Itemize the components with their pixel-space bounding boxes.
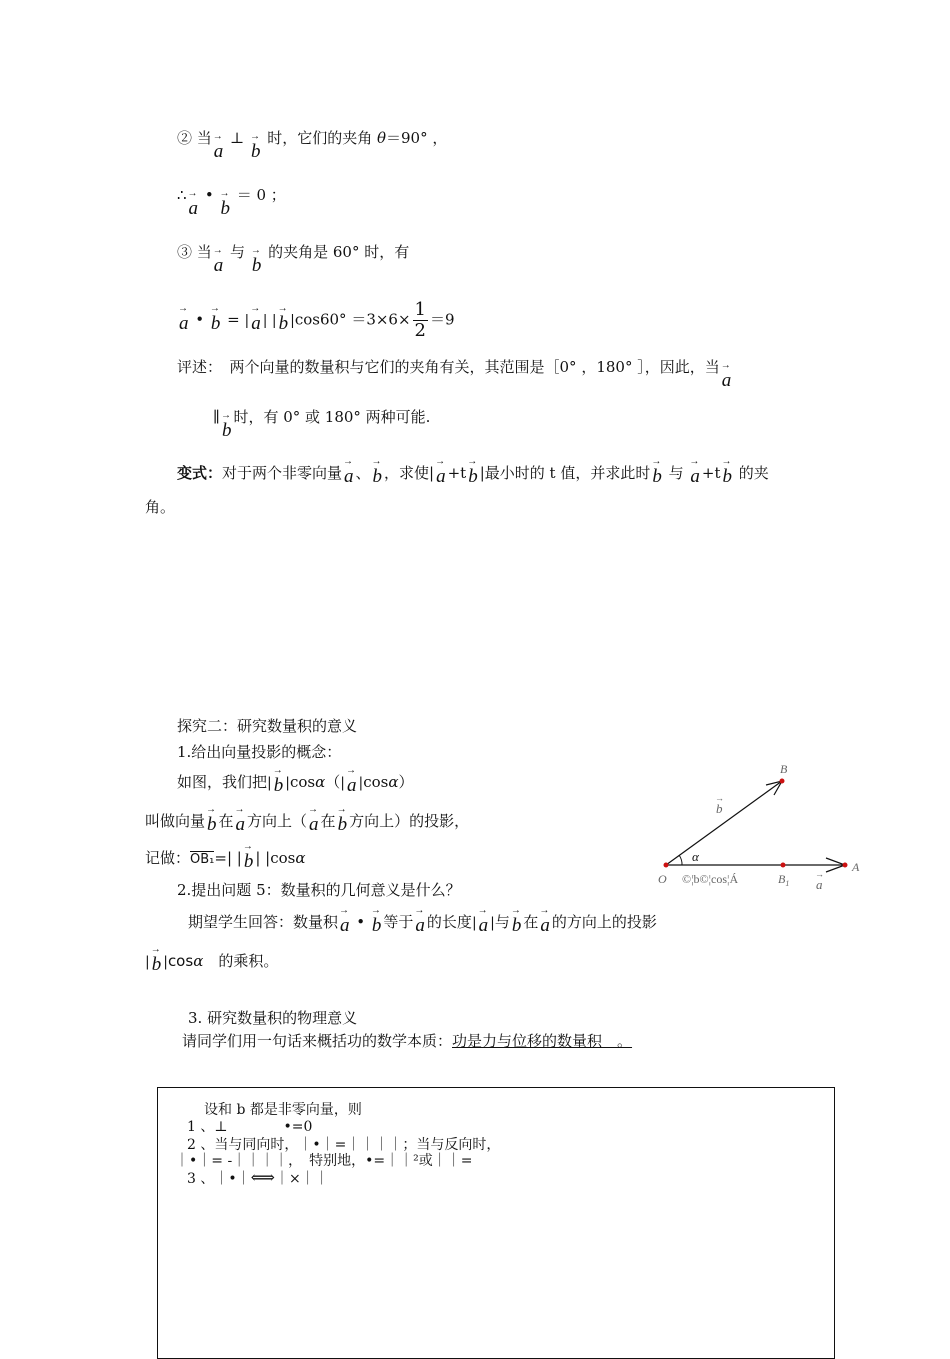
projection-figure <box>640 755 880 895</box>
text: 与 <box>663 464 689 482</box>
para-projection-def <box>145 814 469 834</box>
text: 期望学生回答：数量积 <box>188 913 339 931</box>
text: 记做： <box>145 849 191 867</box>
abs-bar: | <box>285 775 290 791</box>
abs-bar: | <box>358 775 364 791</box>
cos: cos <box>289 773 316 791</box>
vector-b: → b <box>250 256 264 275</box>
item-1: 1.给出向量投影的概念： <box>177 743 342 761</box>
equals: = <box>222 310 245 329</box>
vector-a: → a <box>307 815 321 834</box>
vector-b-line <box>666 781 782 865</box>
vector-b: → b <box>249 142 263 161</box>
text: ③ 当 <box>177 243 212 261</box>
text: 的夹角是 60° 时，有 <box>263 243 410 261</box>
text: 的夹 <box>734 464 769 482</box>
vector-a: → a <box>538 916 552 935</box>
para-perp-case <box>177 131 447 161</box>
abs-bar: | | <box>255 849 271 867</box>
box-row-2: 1 、⊥ •=0 <box>187 1119 313 1135</box>
vector-a: → a <box>212 256 226 275</box>
text: 与 <box>494 913 510 931</box>
box-row-5 <box>187 1170 329 1187</box>
box-row-4: ｜•｜= -｜｜｜｜， 特别地，•=｜｜²或｜｜= <box>175 1153 473 1169</box>
para-notation <box>145 851 306 871</box>
text: 请同学们用一句话来概括功的数学本质： <box>182 1032 453 1050</box>
para-60deg <box>177 245 409 275</box>
vector-b: → b <box>371 467 385 486</box>
text: 等于 <box>383 913 414 931</box>
text: ② 当 <box>177 129 212 147</box>
therefore-symbol: ∴ <box>177 186 187 204</box>
text: 如图，我们把 <box>177 773 268 791</box>
label-vector-a: a <box>816 877 823 892</box>
label-b: B <box>780 762 788 776</box>
text: 的长度 <box>426 913 472 931</box>
text: 3 、｜•｜ <box>187 1171 251 1187</box>
vector-b: → b <box>220 421 234 440</box>
text: ＝ 0 ； <box>231 186 286 204</box>
abs-bar: | <box>471 915 477 931</box>
section-title: 探究二：研究数量积的意义 <box>177 717 358 735</box>
text: ｜×｜｜ <box>275 1171 329 1187</box>
text: ，求使| <box>384 464 435 482</box>
cos: cos <box>363 773 389 791</box>
alpha: α <box>315 773 326 791</box>
vector-a: → a <box>234 815 248 834</box>
vector-a: → a <box>413 916 427 935</box>
label-b1: $B_1$ <box>778 872 790 888</box>
dot-symbol: • <box>190 310 209 329</box>
vector-a: → a <box>342 467 356 486</box>
abs-bar: | <box>244 312 250 329</box>
vector-b: → b <box>277 314 291 333</box>
item-2: 2.提出问题 5：数量积的几何意义是什么？ <box>177 881 461 899</box>
label-garbled: ©¦b©¦cos¦Á <box>682 872 739 886</box>
vector-b: → b <box>150 955 164 974</box>
denominator: 2 <box>414 320 426 341</box>
alpha: α <box>193 952 204 970</box>
formula-dot-product <box>177 300 455 341</box>
alpha: α <box>295 849 306 867</box>
para-figure-intro <box>177 775 413 795</box>
vector-b: → b <box>370 916 384 935</box>
perp-symbol: ⊥ <box>225 129 249 147</box>
vector-b: → b <box>218 199 232 218</box>
point-b <box>780 779 785 784</box>
label-a: A <box>852 860 860 874</box>
text: 的乘积。 <box>203 952 279 970</box>
abs-bar: | | <box>262 312 277 329</box>
text: 方向上）的投影， <box>349 812 470 830</box>
summary-box <box>157 1087 835 1359</box>
parallel-symbol: ∥ <box>213 408 220 426</box>
variant-label: 变式： <box>177 464 223 482</box>
text: 评述： 两个向量的数量积与它们的夹角有关，其范围是［0° ，180° ］，因此，当 <box>177 358 720 376</box>
vector-a: → a <box>177 314 191 333</box>
label-o: O <box>658 872 667 886</box>
angle-arc <box>679 855 682 865</box>
vector-a: → a <box>720 371 734 390</box>
text: ＝90° ， <box>386 129 448 147</box>
vector-b: → b <box>466 467 480 486</box>
para-comment <box>177 360 733 390</box>
text: +t <box>701 464 721 482</box>
para-expected-answer <box>188 915 657 935</box>
text: 在 <box>218 812 234 830</box>
text: ） <box>398 773 414 791</box>
text: 、 <box>355 464 371 482</box>
vector-a: → a <box>212 142 226 161</box>
vector-b: → b <box>205 815 219 834</box>
abs-bar: | <box>145 954 150 970</box>
answer-underlined: 功是力与位移的数量积 。 <box>452 1032 633 1050</box>
abs-bar: | <box>340 775 345 791</box>
text: =| | <box>214 849 242 867</box>
vector-a: → a <box>434 467 448 486</box>
text: （ <box>325 773 341 791</box>
para-therefore <box>177 188 286 218</box>
dot-symbol: • <box>351 913 370 931</box>
point-b1 <box>781 863 786 868</box>
text: ＝9 <box>430 310 455 329</box>
arrow-mark-b: → <box>715 793 724 803</box>
label-alpha: α <box>692 849 699 864</box>
text: 与 <box>225 243 250 261</box>
text: 叫做向量 <box>145 812 206 830</box>
arrow-mark-a: → <box>815 869 824 879</box>
abs-bar: | <box>490 915 495 931</box>
point-o <box>664 863 669 868</box>
text: 对于两个非零向量 <box>222 464 343 482</box>
cos: cos <box>270 849 296 867</box>
text: 在 <box>320 812 336 830</box>
vector-a: → a <box>477 916 491 935</box>
vector-b: → b <box>209 314 223 333</box>
vector-b: → b <box>650 467 664 486</box>
text: 方向上（ <box>247 812 308 830</box>
vector-a: → a <box>249 314 263 333</box>
para-work <box>182 1034 632 1049</box>
cos: cos <box>167 952 194 970</box>
vector-a: → a <box>187 199 201 218</box>
item-3: 3. 研究数量积的物理意义 <box>188 1009 358 1027</box>
dot-symbol: • <box>200 186 219 204</box>
vector-b: → b <box>721 467 735 486</box>
abs-bar: | <box>267 775 272 791</box>
text: cos60° ＝3×6× <box>294 310 411 329</box>
text: 在 <box>523 913 539 931</box>
vector-b: → b <box>510 916 524 935</box>
para-parallel <box>213 410 430 440</box>
text: 时，有 0° 或 180° 两种可能. <box>233 408 431 426</box>
vector-b: → b <box>242 852 256 871</box>
text: 的方向上的投影 <box>551 913 657 931</box>
alpha: α <box>388 773 399 791</box>
vector-a: → a <box>345 776 359 795</box>
vector-a: → a <box>688 467 702 486</box>
box-row-3: 2 、当与同向时，｜•｜=｜｜｜｜；当与反向时， <box>187 1137 501 1153</box>
para-product <box>145 954 278 974</box>
abs-bar: | <box>163 954 168 970</box>
vector-b: → b <box>272 776 286 795</box>
fraction-half <box>413 300 428 341</box>
iff-symbol: ⟺ <box>250 1168 275 1188</box>
text: |最小时的 t 值，并求此时 <box>479 464 651 482</box>
label-vector-b: b <box>716 801 723 816</box>
numerator: 1 <box>414 299 426 320</box>
box-row-1: 设和 b 都是非零向量，则 <box>204 1102 362 1118</box>
vector-b: → b <box>336 815 350 834</box>
vector-a: → a <box>338 916 352 935</box>
para-variant-cont <box>145 500 175 515</box>
text: 角。 <box>145 498 176 516</box>
abs-bar: | <box>290 312 295 329</box>
segment-ob1: OB₁ <box>190 852 215 867</box>
para-variant <box>177 466 769 486</box>
theta: θ <box>376 129 387 147</box>
text: +t <box>447 464 467 482</box>
point-a <box>843 863 848 868</box>
text: 时，它们的夹角 <box>262 129 377 147</box>
